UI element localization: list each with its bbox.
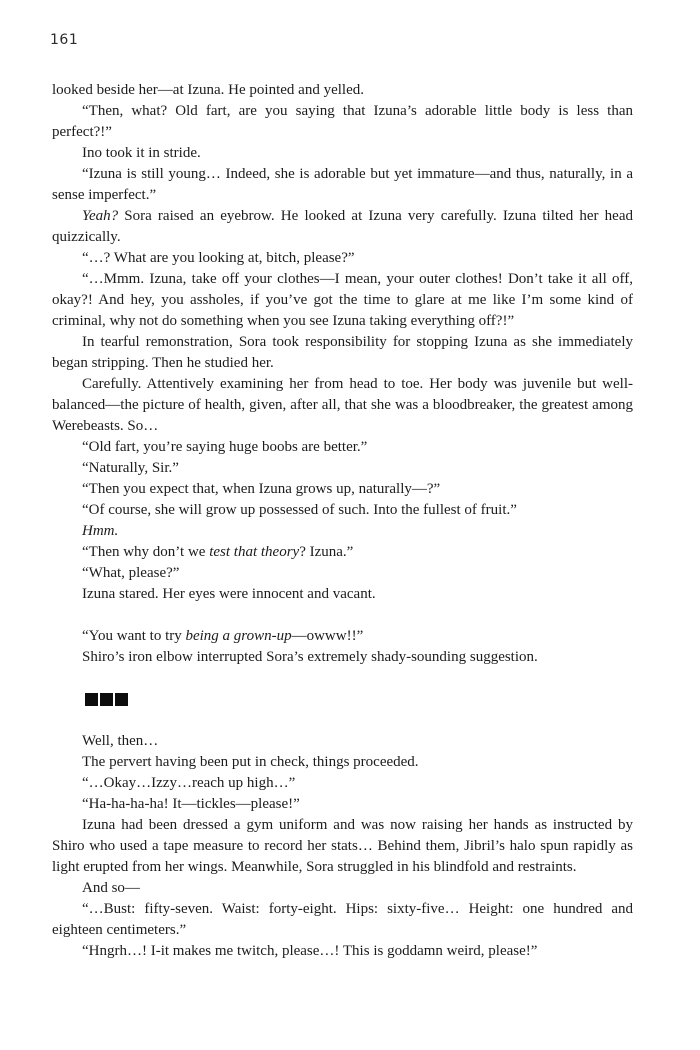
paragraph [52,521,633,542]
italic-text-run: being a grown-up [185,628,292,644]
paragraph [52,563,633,584]
italic-text-run: Hmm. [82,523,119,539]
italic-text-run: Yeah? [82,208,119,224]
paragraph [52,500,633,521]
text-run: —owww!!” [291,628,364,644]
text-run: “…? What are you looking at, bitch, please?” [82,250,355,266]
paragraph [52,941,633,962]
page-number: 161 [50,32,79,48]
paragraph [52,584,633,605]
text-run: “Then, what? Old fart, are you saying that Izuna’s adorable little body is less than perfect?!” [52,103,633,140]
text-run: “Izuna is still young… Indeed, she is adorable but yet immature—and thus, naturally, in a sense imperfect.” [52,166,633,203]
text-run: ? Izuna.” [299,544,354,560]
text-run: “…Okay…Izzy…reach up high…” [82,775,296,791]
section-break-square-icon [100,693,113,706]
text-run: Shiro’s iron elbow interrupted Sora’s extremely shady-sounding suggestion. [82,649,538,665]
paragraph-spacer [52,605,633,626]
section-break-square-icon [85,693,98,706]
text-run: “Old fart, you’re saying huge boobs are better.” [82,439,368,455]
paragraph [52,752,633,773]
paragraph [52,815,633,878]
paragraph [52,542,633,563]
text-run: The pervert having been put in check, things proceeded. [82,754,419,770]
paragraph [52,374,633,437]
text-run: Izuna had been dressed a gym uniform and was now raising her hands as instructed by Shiro who used a tape measure to record her stats… Behind them, Jibril’s halo spun rapidly as light erupted from her wings. Meanwhile, Sora struggled in his blindfold and restraints. [52,817,633,875]
page-text [52,80,633,962]
paragraph [52,878,633,899]
paragraph [52,647,633,668]
text-run: And so— [82,880,140,896]
paragraph [52,143,633,164]
text-run: “Of course, she will grow up possessed of such. Into the fullest of fruit.” [82,502,517,518]
text-run: In tearful remonstration, Sora took responsibility for stopping Izuna as she immediately began stripping. Then he studied her. [52,334,633,371]
paragraph [52,332,633,374]
text-run: looked beside her—at Izuna. He pointed and yelled. [52,82,364,98]
paragraph [52,164,633,206]
text-run: “…Bust: fifty-seven. Waist: forty-eight. Hips: sixty-five… Height: one hundred and eighteen centimeters.” [52,901,633,938]
paragraph [52,479,633,500]
text-run: Well, then… [82,733,159,749]
paragraph [52,437,633,458]
text-run: Carefully. Attentively examining her from head to toe. Her body was juvenile but well-balanced—the picture of health, given, after all, that she was a bloodbreaker, the greatest among Werebeasts. So… [52,376,633,434]
paragraph [52,206,633,248]
paragraph [52,248,633,269]
text-run: “Ha-ha-ha-ha! It—tickles—please!” [82,796,300,812]
text-run: “What, please?” [82,565,180,581]
section-break [52,689,633,710]
paragraph [52,80,633,101]
text-run: “Naturally, Sir.” [82,460,179,476]
text-run: “…Mmm. Izuna, take off your clothes—I mean, your outer clothes! Don’t take it all off, okay?! And hey, you assholes, if you’ve got the time to glare at me like I’m some kind of criminal, why not do something when you see Izuna taking everything off?!” [52,271,633,329]
paragraph [52,101,633,143]
italic-text-run: test that theory [209,544,300,560]
text-run: Sora raised an eyebrow. He looked at Izuna very carefully. Izuna tilted her head quizzically. [52,208,633,245]
paragraph [52,269,633,332]
paragraph [52,731,633,752]
paragraph [52,458,633,479]
paragraph [52,626,633,647]
section-break-square-icon [115,693,128,706]
text-run: “You want to try [82,628,186,644]
text-run: Ino took it in stride. [82,145,201,161]
paragraph [52,794,633,815]
paragraph [52,773,633,794]
text-run: “Then you expect that, when Izuna grows up, naturally—?” [82,481,441,497]
text-run: “Hngrh…! I-it makes me twitch, please…! This is goddamn weird, please!” [82,943,538,959]
text-run: “Then why don’t we [82,544,210,560]
text-run: Izuna stared. Her eyes were innocent and vacant. [82,586,376,602]
paragraph [52,899,633,941]
